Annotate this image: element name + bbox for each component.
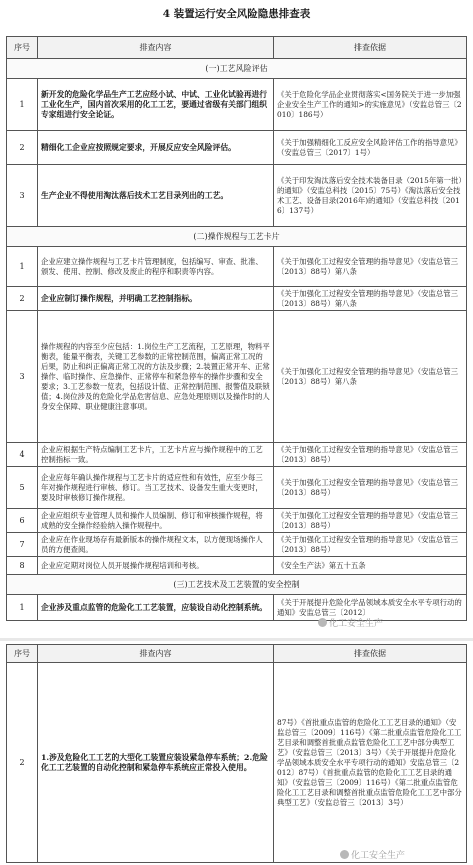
header-basis: 排查依据 xyxy=(274,645,467,663)
row-no: 1 xyxy=(7,247,38,287)
row-basis: 《关于加强化工过程安全管理的指导意见》（安监总管三〔2013〕88号）第八条 xyxy=(274,247,467,287)
section-label: (一)工艺风险评估 xyxy=(7,59,467,79)
row-basis: 《关于加强化工过程安全管理的指导意见》（安监总管三〔2013〕88号） xyxy=(274,533,467,557)
section-row xyxy=(7,227,467,247)
header-no: 序号 xyxy=(7,37,38,59)
row-basis: 《关于加强化工过程安全管理的指导意见》（安监总管三〔2013〕88号） xyxy=(274,467,467,509)
row-content: 企业应根据生产特点编制工艺卡片，工艺卡片应与操作规程中的工艺控制指标一致。 xyxy=(38,443,274,467)
table-row xyxy=(7,467,467,509)
row-basis: 《关于加强化工过程安全管理的指导意见》（安监总管三〔2013〕88号）第八条 xyxy=(274,287,467,311)
hazard-check-table xyxy=(6,36,467,621)
row-content: 新开发的危险化学品生产工艺应经小试、中试、工业化试验再进行工业化生产，国内首次采用的化工工艺，要通过省级有关部门组织专家组进行安全论证。 xyxy=(38,79,274,131)
header-basis: 排查依据 xyxy=(274,37,467,59)
row-content: 1.涉及危险化工工艺的大型化工装置应装设紧急停车系统；2.危险化工工艺装置的自动化控制和紧急停车系统应正常投入使用。 xyxy=(38,663,274,863)
row-no: 3 xyxy=(7,165,38,227)
row-content: 企业应建立操作规程与工艺卡片管理制度，包括编写、审查、批准、颁发、使用、控制、修改及废止的程序和职责等内容。 xyxy=(38,247,274,287)
table-row xyxy=(7,443,467,467)
row-no: 8 xyxy=(7,557,38,575)
table-row xyxy=(7,131,467,165)
table-header-row xyxy=(7,37,467,59)
row-content: 企业应定期对岗位人员开展操作规程培训和考核。 xyxy=(38,557,274,575)
watermark xyxy=(318,616,383,629)
table-row xyxy=(7,165,467,227)
row-content: 企业应制订操作规程，并明确工艺控制指标。 xyxy=(38,287,274,311)
wechat-icon xyxy=(318,618,327,627)
table-row xyxy=(7,595,467,621)
header-no: 序号 xyxy=(7,645,38,663)
table-row xyxy=(7,311,467,443)
row-basis: 《安全生产法》第五十五条 xyxy=(274,557,467,575)
header-content: 排查内容 xyxy=(38,645,274,663)
section-row xyxy=(7,59,467,79)
table-row xyxy=(7,287,467,311)
row-content: 企业涉及重点监管的危险化工工艺装置，应装设自动化控制系统。 xyxy=(38,595,274,621)
table-row xyxy=(7,557,467,575)
row-no: 5 xyxy=(7,467,38,509)
row-no: 6 xyxy=(7,509,38,533)
wechat-icon xyxy=(340,850,349,859)
watermark-text: 化工安全生产 xyxy=(329,619,384,629)
table-row xyxy=(7,509,467,533)
row-no: 1 xyxy=(7,595,38,621)
row-no: 1 xyxy=(7,79,38,131)
watermark xyxy=(340,848,405,861)
watermark-text: 化工安全生产 xyxy=(351,851,406,861)
page-break xyxy=(0,638,473,641)
section-label: (二)操作规程与工艺卡片 xyxy=(7,227,467,247)
row-no: 4 xyxy=(7,443,38,467)
row-content: 生产企业不得使用淘汰落后技术工艺目录列出的工艺。 xyxy=(38,165,274,227)
row-basis: 《关于加强精细化工反应安全风险评估工作的指导意见》（安监总管三〔2017〕1号） xyxy=(274,131,467,165)
table-row xyxy=(7,247,467,287)
header-content: 排查内容 xyxy=(38,37,274,59)
row-basis: 《关于危险化学品企业贯彻落实<国务院关于进一步加强企业安全生产工作的通知>的实施意见》（安监总管三〔2010〕186号） xyxy=(274,79,467,131)
row-content: 企业应每年确认操作规程与工艺卡片的适应性和有效性，应至少每三年对操作规程进行审核、修订。当工艺技术、设备发生重大变更时，要及时审核修订操作规程。 xyxy=(38,467,274,509)
row-content: 精细化工企业应按照规定要求，开展反应安全风险评估。 xyxy=(38,131,274,165)
row-no: 3 xyxy=(7,311,38,443)
table-title: 4 装置运行安全风险隐患排查表 xyxy=(162,8,311,20)
row-no: 2 xyxy=(7,287,38,311)
row-content: 操作规程的内容至少应包括：1.岗位生产工艺流程，工艺原理，物料平衡表，能量平衡表，关键工艺参数的正常控制范围，偏离正常工况的后果，防止和纠正偏离正常工况的方法及步骤；2.装置正常开车、正常操作、临时操作、应急操作、正常停车和紧急停车的操作步骤和安全要求；3.工艺参数一览表，包括设计值、正常控制范围、报警值及联锁值；4.岗位涉及的危险化学品危害信息、应急处理原则以及操作时的人身安全保障、职业健康注意事项。 xyxy=(38,311,274,443)
table-row xyxy=(7,663,467,863)
row-no: 2 xyxy=(7,131,38,165)
row-no: 2 xyxy=(7,663,38,863)
table-row xyxy=(7,79,467,131)
row-no: 7 xyxy=(7,533,38,557)
row-basis: 《关于加强化工过程安全管理的指导意见》（安监总管三〔2013〕88号） xyxy=(274,443,467,467)
row-basis: 《关于加强化工过程安全管理的指导意见》（安监总管三〔2013〕88号） xyxy=(274,509,467,533)
row-basis: 《关于加强化工过程安全管理的指导意见》（安监总管三〔2013〕88号）第八条 xyxy=(274,311,467,443)
table-header-row xyxy=(7,645,467,663)
hazard-check-table-continued xyxy=(6,644,467,863)
row-basis: 87号）《首批重点监管的危险化工工艺目录的通知》（安监总管三〔2009〕116号）《第二批重点监管危险化工工艺目录和调整首批重点监管危险化工工艺中部分典型工艺》（安监总管三〔2013〕3号）《关于开展提升危险化学品领域本质安全水平专项行动的通知》安监总管三〔2012〕87号）《首批重点监管的危险化工工艺目录的通知》（安监总管三〔2009〕116号）《第二批重点监管危险化工工艺目录和调整首批重点监管危险化工工艺中部分典型工艺》（安监总管三〔2013〕3号） xyxy=(274,663,467,863)
table-row xyxy=(7,533,467,557)
section-label: (三)工艺技术及工艺装置的安全控制 xyxy=(7,575,467,595)
section-row xyxy=(7,575,467,595)
row-basis: 《关于印发淘汰落后安全技术装备目录（2015年第一批）的通知》（安监总科技〔2015〕75号）《淘汰落后安全技术工艺、设备目录(2016年)的通知》（安监总科技〔2016〕137号） xyxy=(274,165,467,227)
row-content: 企业应在作业现场存有最新版本的操作规程文本，以方便现场操作人员的方便查阅。 xyxy=(38,533,274,557)
row-basis: 《关于开展提升危险化学品领域本质安全水平专项行动的通知》安监总管三〔2012〕 xyxy=(274,595,467,621)
row-content: 企业应组织专业管理人员和操作人员编制、修订和审核操作规程，将成熟的安全操作经验纳入操作规程中。 xyxy=(38,509,274,533)
